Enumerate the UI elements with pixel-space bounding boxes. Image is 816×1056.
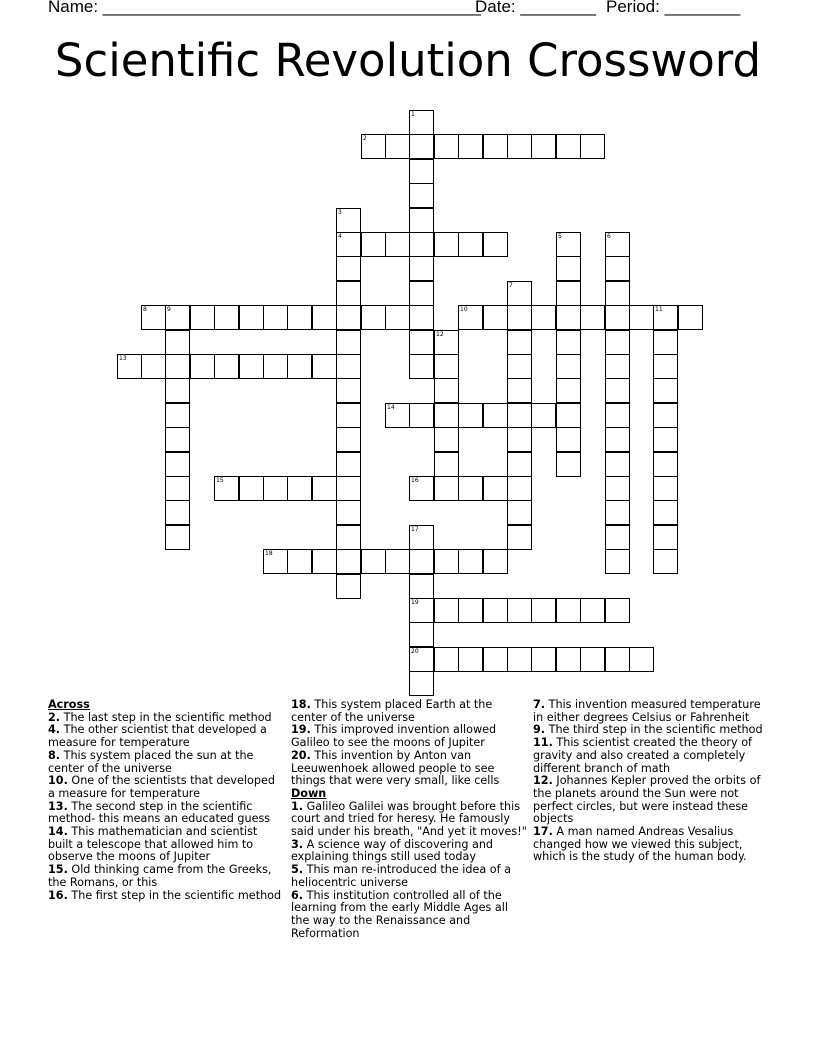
crossword-cell[interactable] bbox=[141, 354, 166, 379]
crossword-cell[interactable] bbox=[605, 403, 630, 428]
clue-number: 6 bbox=[607, 233, 611, 240]
clue-text: A science way of discovering and explaining things still used today bbox=[291, 837, 494, 864]
clue-text: This system placed the sun at the center of the universe bbox=[48, 748, 254, 775]
crossword-cell[interactable] bbox=[385, 549, 410, 574]
crossword-cell[interactable] bbox=[507, 134, 532, 159]
crossword-cell[interactable] bbox=[556, 452, 581, 477]
clue-item bbox=[291, 750, 527, 788]
crossword-cell[interactable] bbox=[653, 452, 678, 477]
clue-number-label: 8. bbox=[48, 748, 61, 762]
crossword-cell[interactable] bbox=[409, 525, 434, 550]
clue-number-label: 2. bbox=[48, 710, 61, 724]
name-field-label: Name: ________________________________________ bbox=[48, 0, 481, 16]
clue-item bbox=[533, 699, 769, 724]
crossword-cell[interactable] bbox=[434, 647, 459, 672]
clue-item bbox=[48, 826, 284, 864]
clue-number: 3 bbox=[338, 209, 342, 216]
clue-item bbox=[533, 775, 769, 826]
crossword-cell[interactable] bbox=[214, 354, 239, 379]
crossword-cell[interactable] bbox=[605, 232, 630, 257]
clues-column-2 bbox=[291, 699, 527, 940]
crossword-cell[interactable] bbox=[190, 305, 215, 330]
crossword-cell[interactable] bbox=[336, 232, 361, 257]
clue-number-label: 18. bbox=[291, 698, 311, 711]
clue-number-label: 20. bbox=[291, 748, 311, 762]
crossword-cell[interactable] bbox=[556, 330, 581, 355]
crossword-cell[interactable] bbox=[605, 647, 630, 672]
crossword-cell[interactable] bbox=[336, 330, 361, 355]
clue-number-label: 6. bbox=[291, 888, 304, 902]
crossword-cell[interactable] bbox=[312, 549, 337, 574]
clue-number: 18 bbox=[265, 550, 273, 557]
crossword-cell[interactable] bbox=[336, 378, 361, 403]
crossword-cell[interactable] bbox=[434, 476, 459, 501]
crossword-cell[interactable] bbox=[434, 452, 459, 477]
crossword-cell[interactable] bbox=[263, 305, 288, 330]
crossword-cell[interactable] bbox=[336, 452, 361, 477]
crossword-cell[interactable] bbox=[239, 476, 264, 501]
crossword-cell[interactable] bbox=[117, 354, 142, 379]
crossword-cell[interactable] bbox=[287, 354, 312, 379]
crossword-cell[interactable] bbox=[507, 598, 532, 623]
clue-text: This invention measured temperature in either degrees Celsius or Fahrenheit bbox=[533, 698, 761, 724]
crossword-cell[interactable] bbox=[385, 232, 410, 257]
crossword-cell[interactable] bbox=[580, 598, 605, 623]
clue-text: This mathematician and scientist built a telescope that allowed him to observe the moons of Jupiter bbox=[48, 825, 258, 864]
crossword-cell[interactable] bbox=[165, 403, 190, 428]
crossword-cell[interactable] bbox=[409, 232, 434, 257]
crossword-cell[interactable] bbox=[434, 598, 459, 623]
crossword-cell[interactable] bbox=[653, 500, 678, 525]
clue-number-label: 4. bbox=[48, 723, 61, 737]
clue-number-label: 1. bbox=[291, 799, 304, 813]
clue-number-label: 3. bbox=[291, 837, 304, 851]
crossword-cell[interactable] bbox=[409, 330, 434, 355]
crossword-cell[interactable] bbox=[409, 208, 434, 233]
clue-number-label: 7. bbox=[533, 698, 546, 711]
across-heading: Across bbox=[48, 698, 90, 711]
crossword-cell[interactable] bbox=[507, 378, 532, 403]
clue-number: 15 bbox=[216, 477, 224, 484]
crossword-cell[interactable] bbox=[605, 354, 630, 379]
crossword-cell[interactable] bbox=[483, 305, 508, 330]
crossword-cell[interactable] bbox=[556, 134, 581, 159]
date-field-label: Date: ________ bbox=[475, 0, 596, 16]
crossword-cell[interactable] bbox=[531, 598, 556, 623]
crossword-cell[interactable] bbox=[361, 549, 386, 574]
clue-text: This invention by Anton van Leeuwenhoek allowed people to see things that were very small, like cells bbox=[291, 748, 500, 788]
crossword-cell[interactable] bbox=[385, 403, 410, 428]
clue-item bbox=[291, 724, 527, 749]
crossword-cell[interactable] bbox=[409, 159, 434, 184]
crossword-cell[interactable] bbox=[336, 476, 361, 501]
crossword-cell[interactable] bbox=[409, 622, 434, 647]
crossword-cell[interactable] bbox=[312, 305, 337, 330]
crossword-cell[interactable] bbox=[165, 525, 190, 550]
crossword-cell[interactable] bbox=[239, 305, 264, 330]
crossword-cell[interactable] bbox=[190, 354, 215, 379]
crossword-cell[interactable] bbox=[409, 574, 434, 599]
clue-item bbox=[291, 890, 527, 941]
crossword-cell[interactable] bbox=[409, 183, 434, 208]
crossword-cell[interactable] bbox=[165, 305, 190, 330]
crossword-cell[interactable] bbox=[605, 549, 630, 574]
clue-item bbox=[48, 724, 284, 749]
crossword-cell[interactable] bbox=[556, 256, 581, 281]
crossword-cell[interactable] bbox=[434, 354, 459, 379]
clue-text: This institution controlled all of the learning from the early Middle Ages all the way to the Renaissance and Reformation bbox=[291, 888, 508, 940]
crossword-cell[interactable] bbox=[653, 549, 678, 574]
crossword-cell[interactable] bbox=[556, 647, 581, 672]
clue-item bbox=[291, 839, 527, 864]
crossword-cell[interactable] bbox=[409, 598, 434, 623]
crossword-cell[interactable] bbox=[507, 452, 532, 477]
clue-number: 16 bbox=[411, 477, 419, 484]
clue-item bbox=[291, 699, 527, 724]
clue-item bbox=[48, 775, 284, 800]
crossword-cell[interactable] bbox=[458, 134, 483, 159]
crossword-cell[interactable] bbox=[653, 354, 678, 379]
crossword-cell[interactable] bbox=[605, 427, 630, 452]
crossword-cell[interactable] bbox=[312, 354, 337, 379]
clue-number-label: 16. bbox=[48, 888, 68, 902]
clue-number-label: 13. bbox=[48, 799, 68, 813]
clue-item bbox=[48, 890, 284, 903]
crossword-cell[interactable] bbox=[483, 476, 508, 501]
crossword-cell[interactable] bbox=[580, 647, 605, 672]
crossword-cell[interactable] bbox=[556, 354, 581, 379]
clue-number: 12 bbox=[436, 331, 444, 338]
crossword-cell[interactable] bbox=[165, 330, 190, 355]
crossword-cell[interactable] bbox=[507, 330, 532, 355]
clue-number-label: 15. bbox=[48, 863, 68, 877]
crossword-cell[interactable] bbox=[165, 427, 190, 452]
crossword-cell[interactable] bbox=[556, 378, 581, 403]
crossword-cell[interactable] bbox=[458, 232, 483, 257]
clue-item bbox=[533, 826, 769, 864]
crossword-cell[interactable] bbox=[409, 256, 434, 281]
clue-number: 13 bbox=[119, 355, 127, 362]
crossword-cell[interactable] bbox=[361, 305, 386, 330]
crossword-cell[interactable] bbox=[605, 305, 630, 330]
crossword-cell[interactable] bbox=[556, 403, 581, 428]
crossword-cell[interactable] bbox=[409, 671, 434, 696]
crossword-cell[interactable] bbox=[629, 647, 654, 672]
clue-text: The last step in the scientific method bbox=[63, 710, 272, 724]
crossword-cell[interactable] bbox=[385, 134, 410, 159]
clue-number: 2 bbox=[363, 135, 367, 142]
crossword-cell[interactable] bbox=[287, 305, 312, 330]
crossword-cell[interactable] bbox=[336, 256, 361, 281]
clue-number-label: 14. bbox=[48, 825, 68, 839]
crossword-cell[interactable] bbox=[336, 525, 361, 550]
crossword-cell[interactable] bbox=[605, 598, 630, 623]
crossword-cell[interactable] bbox=[507, 281, 532, 306]
crossword-cell[interactable] bbox=[605, 378, 630, 403]
clue-number: 9 bbox=[167, 306, 171, 313]
crossword-cell[interactable] bbox=[312, 476, 337, 501]
crossword-cell[interactable] bbox=[605, 330, 630, 355]
clue-number: 19 bbox=[411, 599, 419, 606]
clue-number: 4 bbox=[338, 233, 342, 240]
crossword-cell[interactable] bbox=[531, 305, 556, 330]
clue-text: A man named Andreas Vesalius changed how we viewed this subject, which is the study of the human body. bbox=[533, 825, 747, 864]
crossword-cell[interactable] bbox=[434, 232, 459, 257]
crossword-cell[interactable] bbox=[165, 476, 190, 501]
crossword-cell[interactable] bbox=[165, 452, 190, 477]
crossword-cell[interactable] bbox=[214, 476, 239, 501]
crossword-cell[interactable] bbox=[556, 281, 581, 306]
clue-text: This man re-introduced the idea of a heliocentric universe bbox=[291, 863, 511, 889]
clue-text: The other scientist that developed a measure for temperature bbox=[48, 723, 267, 750]
crossword-cell[interactable] bbox=[580, 134, 605, 159]
crossword-cell[interactable] bbox=[336, 427, 361, 452]
crossword-cell[interactable] bbox=[165, 354, 190, 379]
clue-number-label: 19. bbox=[291, 723, 311, 737]
crossword-cell[interactable] bbox=[434, 134, 459, 159]
crossword-cell[interactable] bbox=[458, 476, 483, 501]
clue-text: Johannes Kepler proved the orbits of the planets around the Sun were not perfect circles, but were instead these objects bbox=[533, 774, 761, 826]
down-heading: Down bbox=[291, 786, 327, 800]
crossword-cell[interactable] bbox=[653, 476, 678, 501]
crossword-cell[interactable] bbox=[458, 598, 483, 623]
clue-item bbox=[533, 737, 769, 775]
clue-number: 10 bbox=[460, 306, 468, 313]
crossword-cell[interactable] bbox=[507, 525, 532, 550]
clue-number: 5 bbox=[558, 233, 562, 240]
crossword-cell[interactable] bbox=[458, 549, 483, 574]
crossword-cell[interactable] bbox=[507, 403, 532, 428]
clue-text: This improved invention allowed Galileo to see the moons of Jupiter bbox=[291, 723, 497, 750]
crossword-cell[interactable] bbox=[483, 134, 508, 159]
crossword-cell[interactable] bbox=[336, 500, 361, 525]
crossword-cell[interactable] bbox=[434, 427, 459, 452]
clue-number-label: 12. bbox=[533, 774, 553, 788]
crossword-cell[interactable] bbox=[239, 354, 264, 379]
crossword-cell[interactable] bbox=[385, 305, 410, 330]
crossword-cell[interactable] bbox=[605, 452, 630, 477]
crossword-cell[interactable] bbox=[141, 305, 166, 330]
crossword-cell[interactable] bbox=[531, 403, 556, 428]
clue-number-label: 10. bbox=[48, 774, 68, 788]
crossword-cell[interactable] bbox=[507, 500, 532, 525]
clue-number-label: 9. bbox=[533, 723, 546, 737]
crossword-cell[interactable] bbox=[678, 305, 703, 330]
crossword-cell[interactable] bbox=[653, 525, 678, 550]
crossword-cell[interactable] bbox=[361, 134, 386, 159]
crossword-cell[interactable] bbox=[165, 378, 190, 403]
crossword-cell[interactable] bbox=[434, 549, 459, 574]
clue-number: 7 bbox=[509, 282, 513, 289]
clue-number: 11 bbox=[655, 306, 663, 313]
crossword-cell[interactable] bbox=[214, 305, 239, 330]
clue-item bbox=[48, 801, 284, 826]
crossword-cell[interactable] bbox=[580, 305, 605, 330]
clue-item bbox=[48, 864, 284, 889]
crossword-cell[interactable] bbox=[409, 403, 434, 428]
crossword-cell[interactable] bbox=[507, 427, 532, 452]
crossword-cell[interactable] bbox=[531, 647, 556, 672]
crossword-cell[interactable] bbox=[336, 403, 361, 428]
crossword-cell[interactable] bbox=[336, 305, 361, 330]
crossword-cell[interactable] bbox=[361, 232, 386, 257]
crossword-cell[interactable] bbox=[653, 378, 678, 403]
clues-column-3 bbox=[533, 699, 769, 864]
crossword-cell[interactable] bbox=[507, 647, 532, 672]
crossword-cell[interactable] bbox=[483, 598, 508, 623]
crossword-cell[interactable] bbox=[653, 305, 678, 330]
crossword-cell[interactable] bbox=[556, 232, 581, 257]
crossword-cell[interactable] bbox=[409, 305, 434, 330]
crossword-cell[interactable] bbox=[556, 598, 581, 623]
crossword-cell[interactable] bbox=[483, 403, 508, 428]
crossword-cell[interactable] bbox=[409, 281, 434, 306]
clue-number: 8 bbox=[143, 306, 147, 313]
crossword-cell[interactable] bbox=[605, 281, 630, 306]
period-field-label: Period: ________ bbox=[606, 0, 741, 16]
crossword-cell[interactable] bbox=[434, 330, 459, 355]
clue-number: 1 bbox=[411, 111, 415, 118]
clue-number: 20 bbox=[411, 648, 419, 655]
crossword-cell[interactable] bbox=[458, 647, 483, 672]
clue-number-label: 11. bbox=[533, 736, 553, 750]
crossword-cell[interactable] bbox=[409, 476, 434, 501]
crossword-cell[interactable] bbox=[336, 281, 361, 306]
crossword-cell[interactable] bbox=[653, 427, 678, 452]
crossword-cell[interactable] bbox=[336, 208, 361, 233]
clues-column-1 bbox=[48, 699, 284, 902]
crossword-cell[interactable] bbox=[507, 476, 532, 501]
crossword-cell[interactable] bbox=[653, 403, 678, 428]
crossword-cell[interactable] bbox=[605, 500, 630, 525]
clue-item bbox=[48, 750, 284, 775]
crossword-cell[interactable] bbox=[336, 549, 361, 574]
crossword-cell[interactable] bbox=[605, 256, 630, 281]
crossword-cell[interactable] bbox=[556, 427, 581, 452]
crossword-cell[interactable] bbox=[165, 500, 190, 525]
crossword-cell[interactable] bbox=[507, 354, 532, 379]
crossword-cell[interactable] bbox=[263, 476, 288, 501]
clue-number-label: 5. bbox=[291, 863, 304, 877]
crossword-cell[interactable] bbox=[434, 378, 459, 403]
clue-text: The third step in the scientific method bbox=[548, 723, 763, 737]
clue-text: This system placed Earth at the center of the universe bbox=[291, 698, 493, 724]
crossword-cell[interactable] bbox=[556, 305, 581, 330]
crossword-cell[interactable] bbox=[605, 476, 630, 501]
clue-text: The first step in the scientific method bbox=[71, 888, 282, 902]
crossword-cell[interactable] bbox=[263, 354, 288, 379]
crossword-cell[interactable] bbox=[458, 403, 483, 428]
crossword-cell[interactable] bbox=[483, 647, 508, 672]
clue-text: The second step in the scientific method- this means an educated guess bbox=[48, 799, 271, 826]
clue-number: 17 bbox=[411, 526, 419, 533]
crossword-cell[interactable] bbox=[434, 403, 459, 428]
clue-item bbox=[291, 864, 527, 889]
crossword-cell[interactable] bbox=[409, 110, 434, 135]
crossword-cell[interactable] bbox=[336, 354, 361, 379]
clue-number-label: 17. bbox=[533, 825, 553, 839]
crossword-cell[interactable] bbox=[409, 354, 434, 379]
crossword-cell[interactable] bbox=[263, 549, 288, 574]
clue-text: Old thinking came from the Greeks, the Romans, or this bbox=[48, 863, 272, 889]
clue-item bbox=[291, 801, 527, 839]
crossword-cell[interactable] bbox=[653, 330, 678, 355]
crossword-cell[interactable] bbox=[336, 574, 361, 599]
clue-text: One of the scientists that developed a measure for temperature bbox=[48, 774, 275, 800]
crossword-cell[interactable] bbox=[458, 305, 483, 330]
crossword-cell[interactable] bbox=[409, 647, 434, 672]
clue-number: 14 bbox=[387, 404, 395, 411]
page-title: Scientific Revolution Crossword bbox=[54, 34, 762, 87]
crossword-cell[interactable] bbox=[287, 549, 312, 574]
crossword-cell[interactable] bbox=[531, 134, 556, 159]
crossword-cell[interactable] bbox=[605, 525, 630, 550]
crossword-cell[interactable] bbox=[507, 305, 532, 330]
crossword-cell[interactable] bbox=[483, 232, 508, 257]
clue-text: This scientist created the theory of gravity and also created a completely different branch of math bbox=[533, 736, 752, 775]
clue-text: Galileo Galilei was brought before this court and tried for heresy. He famously said under his breath, "And yet it moves!" bbox=[291, 799, 527, 839]
crossword-cell[interactable] bbox=[409, 549, 434, 574]
crossword-cell[interactable] bbox=[483, 549, 508, 574]
crossword-cell[interactable] bbox=[629, 305, 654, 330]
crossword-cell[interactable] bbox=[409, 134, 434, 159]
crossword-cell[interactable] bbox=[287, 476, 312, 501]
